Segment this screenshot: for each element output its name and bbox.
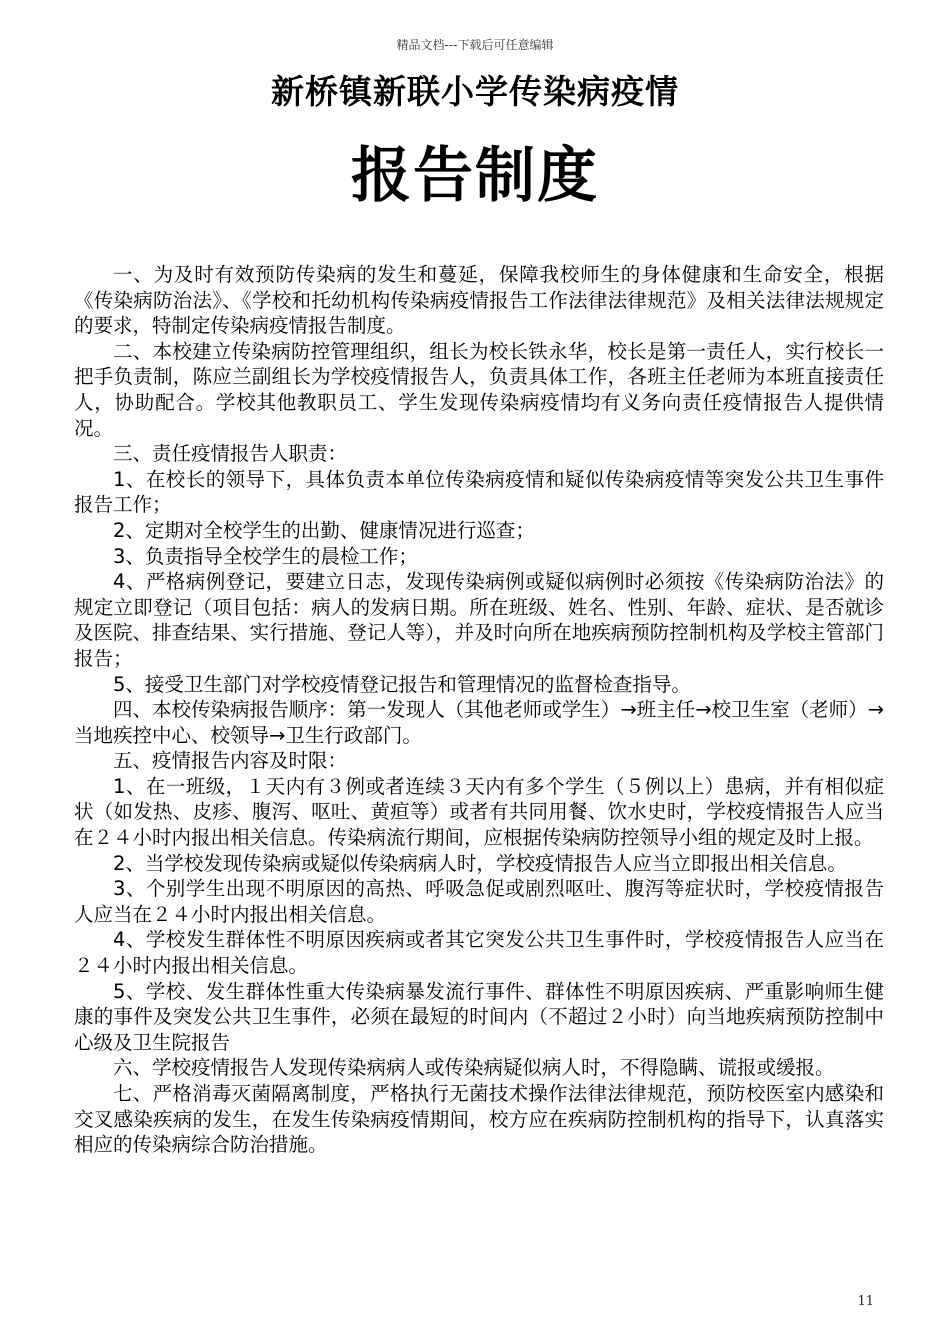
paragraph: 四、本校传染病报告顺序：第一发现人（其他老师或学生）→班主任→校卫生室（老师）→当地疾控中心、校领导→卫生行政部门。 [74,698,884,747]
page-number: 11 [857,1294,874,1309]
document-body [74,262,884,1158]
paragraph: 4、学校发生群体性不明原因疾病或者其它突发公共卫生事件时，学校疫情报告人应当在２４小时内报出相关信息。 [74,928,884,978]
document-title-line1: 新桥镇新联小学传染病疫情 [271,72,679,111]
paragraph: 三、责任疫情报告人职责： [113,442,348,466]
paragraph: 二、本校建立传染病防控管理组织，组长为校长铁永华，校长是第一责任人，实行校长一把手负责制，陈应兰副组长为学校疫情报告人，负责具体工作，各班主任老师为本班直接责任人，协助配合。学校其他教职员工、学生发现传染病疫情均有义务向责任疫情报告人提供情况。 [74,339,884,440]
paragraph: 一、为及时有效预防传染病的发生和蔓延，保障我校师生的身体健康和生命安全，根据《传染病防治法》、《学校和托幼机构传染病疫情报告工作法律法律规范》及相关法律法规规定的要求，特制定传染病疫情报告制度。 [74,263,884,338]
paragraph: 5、接受卫生部门对学校疫情登记报告和管理情况的监督检查指导。 [113,672,691,696]
document-title-line2: 报告制度 [351,141,599,211]
paragraph: 五、疫情报告内容及时限： [113,749,348,773]
paragraph: 1、在一班级，１天内有３例或者连续３天内有多个学生（５例以上）患病，并有相似症状（如发热、皮疹、腹泻、呕吐、黄疸等）或者有共同用餐、饮水史时，学校疫情报告人应当在２４小时内报出相关信息。传染病流行期间，应根据传染病防控领导小组的规定及时上报。 [74,774,884,850]
paragraph: 1、在校长的领导下，具体负责本单位传染病疫情和疑似传染病疫情等突发公共卫生事件报告工作； [74,467,884,517]
paragraph: 七、严格消毒灭菌隔离制度，严格执行无菌技术操作法律法律规范，预防校医室内感染和交叉感染疾病的发生，在发生传染病疫情期间，校方应在疾病防控制机构的指导下，认真落实相应的传染病综合防治措施。 [74,1082,884,1157]
header-note: 精品文档---下载后可任意编辑 [396,38,554,52]
paragraph: 3、负责指导全校学生的晨检工作； [113,544,418,568]
paragraph: 六、学校疫情报告人发现传染病病人或传染病疑似病人时，不得隐瞒、谎报或缓报。 [113,1056,835,1080]
paragraph: 5、学校、发生群体性重大传染病暴发流行事件、群体性不明原因疾病、严重影响师生健康的事件及突发公共卫生事件，必须在最短的时间内（不超过２小时）向当地疾病预防控制中心级及卫生院报告 [74,979,884,1054]
paragraph: 2、当学校发现传染病或疑似传染病病人时，学校疫情报告人应当立即报出相关信息。 [113,851,847,875]
paragraph: 2、定期对全校学生的出勤、健康情况进行巡查； [113,518,535,542]
paragraph: 4、严格病例登记，要建立日志，发现传染病例或疑似病例时必须按《传染病防治法》的规定立即登记（项目包括：病人的发病日期。所在班级、姓名、性别、年龄、症状、是否就诊及医院、排查结果、实行措施、登记人等），并及时向所在地疾病预防控制机构及学校主管部门报告； [74,570,884,670]
paragraph: 3、个别学生出现不明原因的高热、呼吸急促或剧烈呕吐、腹泻等症状时，学校疫情报告人应当在２４小时内报出相关信息。 [74,877,884,926]
